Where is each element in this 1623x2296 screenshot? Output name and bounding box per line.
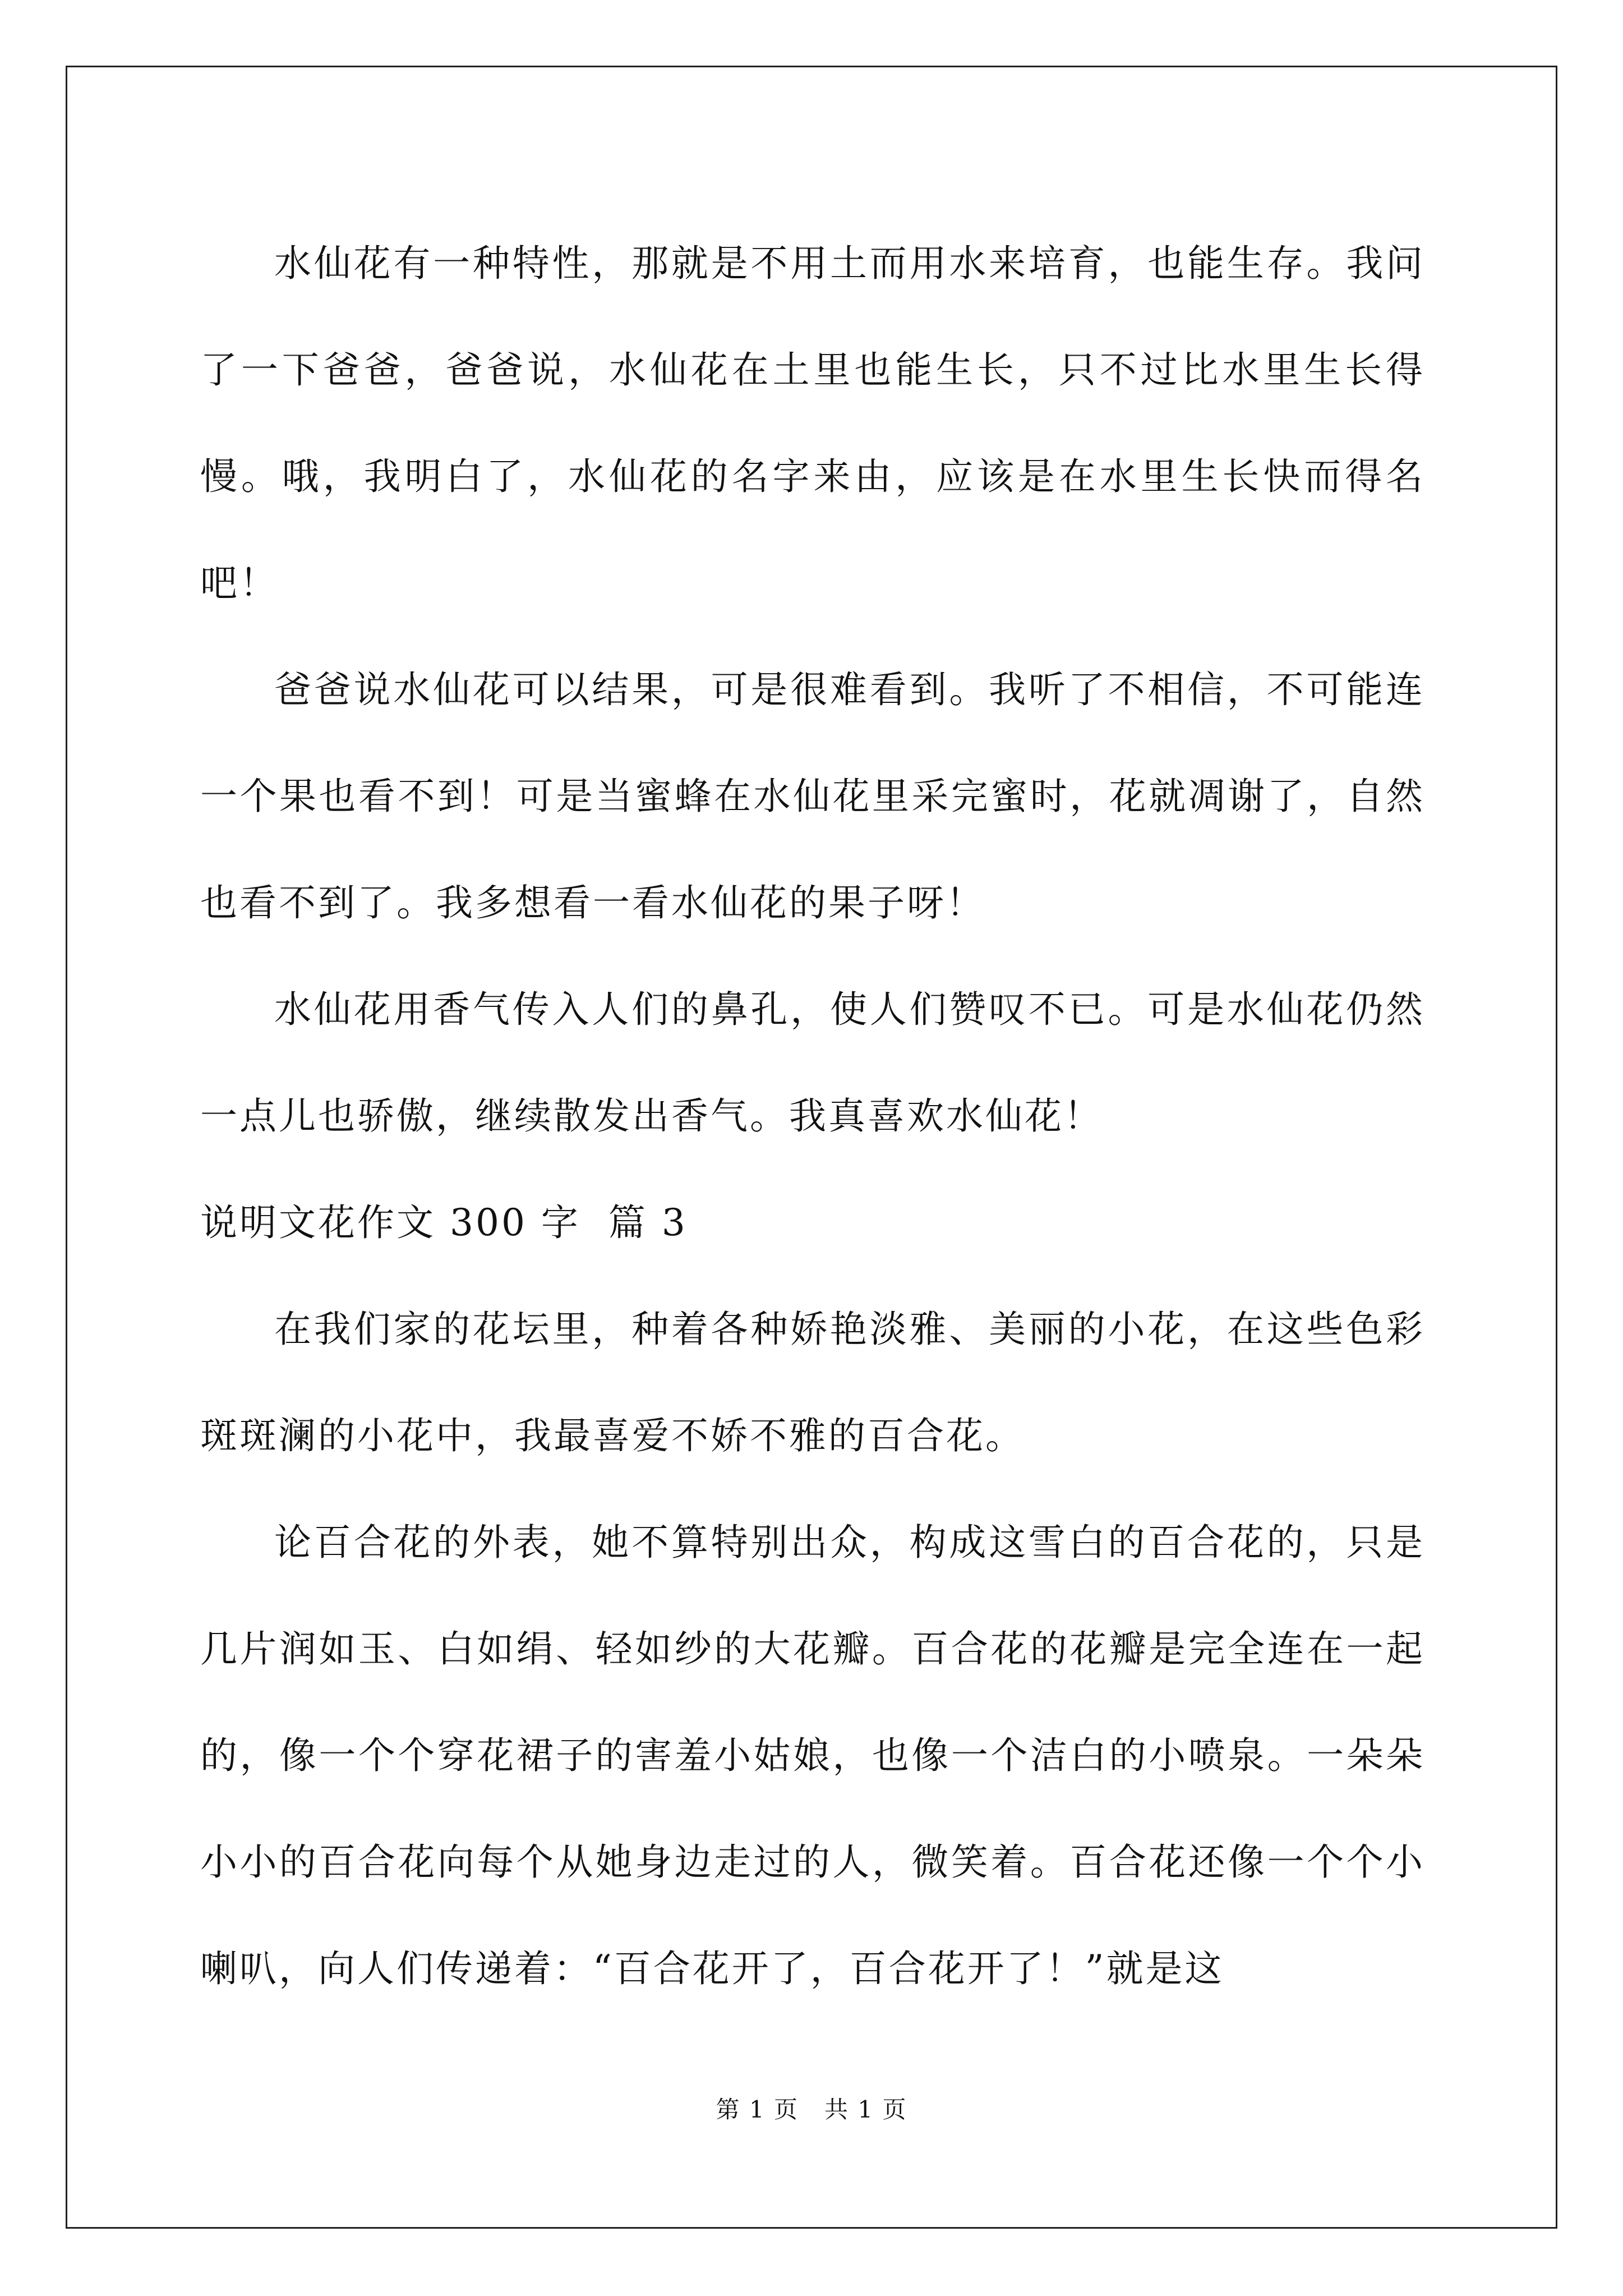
paragraph-2: 爸爸说水仙花可以结果，可是很难看到。我听了不相信，不可能连一个果也看不到！可是当蜜蜂在水仙花里采完蜜时，花就凋谢了，自然也看不到了。我多想看一看水仙花的果子呀！ — [200, 668, 1425, 924]
page-total: 共 1 页 — [824, 2096, 907, 2123]
document-body — [200, 210, 1425, 2022]
page-number: 第 1 页 — [716, 2096, 799, 2123]
page-footer — [0, 2091, 1623, 2125]
paragraph-4: 在我们家的花坛里，种着各种娇艳淡雅、美丽的小花，在这些色彩斑斑澜的小花中，我最喜爱不娇不雅的百合花。 — [200, 1308, 1425, 1457]
section-heading: 说明文花作文 300 字 篇 3 — [200, 1201, 688, 1244]
paragraph-1: 水仙花有一种特性，那就是不用土而用水来培育，也能生存。我问了一下爸爸，爸爸说，水仙花在土里也能生长，只不过比水里生长得慢。哦，我明白了，水仙花的名字来由，应该是在水里生长快而得名吧！ — [200, 242, 1425, 605]
paragraph-5: 论百合花的外表，她不算特别出众，构成这雪白的百合花的，只是几片润如玉、白如绢、轻如纱的大花瓣。百合花的花瓣是完全连在一起的，像一个个穿花裙子的害羞小姑娘，也像一个洁白的小喷泉。一朵朵小小的百合花向每个从她身边走过的人，微笑着。百合花还像一个个小喇叭，向人们传递着：“百合花开了，百合花开了！”就是这 — [200, 1521, 1425, 1990]
paragraph-3: 水仙花用香气传入人们的鼻孔，使人们赞叹不已。可是水仙花仍然一点儿也骄傲，继续散发出香气。我真喜欢水仙花！ — [200, 988, 1425, 1138]
